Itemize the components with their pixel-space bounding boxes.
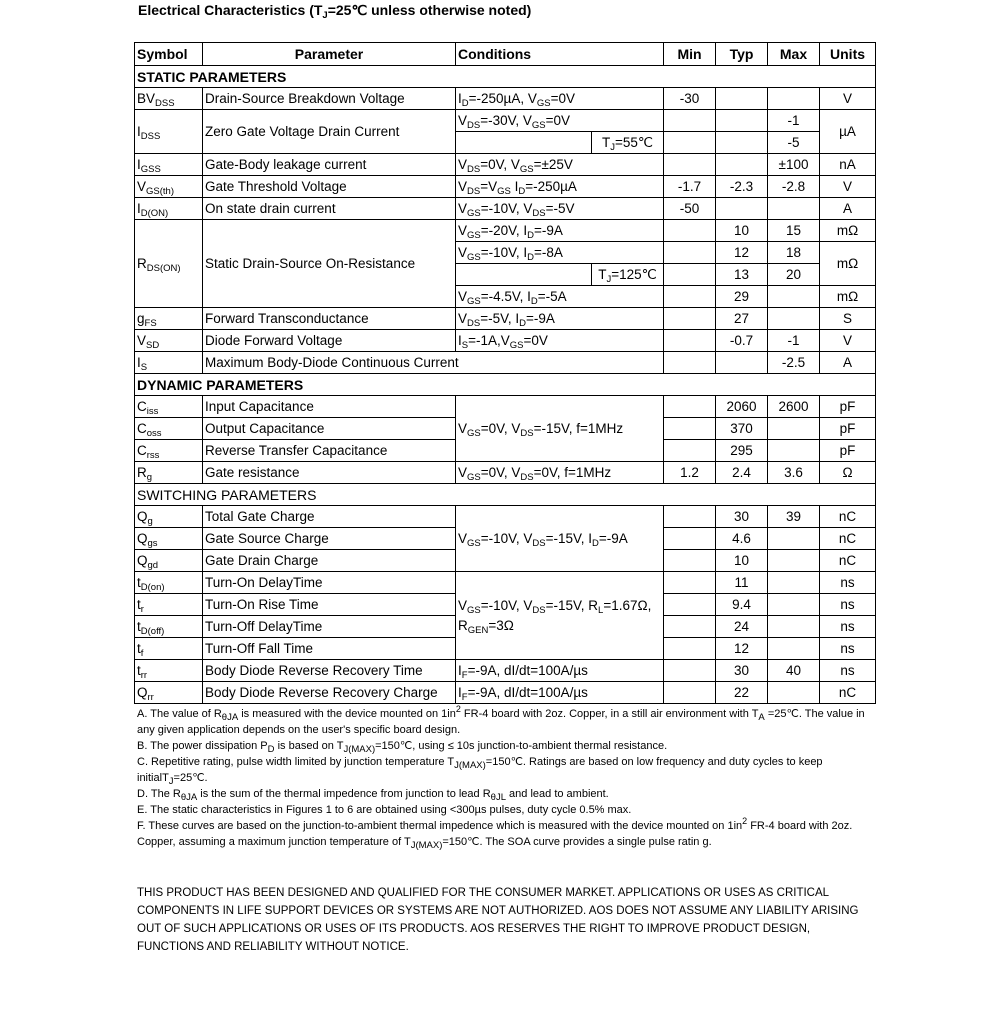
min-cell: -30	[664, 88, 716, 110]
typ-cell: 13	[716, 264, 768, 286]
min-cell	[664, 418, 716, 440]
max-cell: 40	[768, 660, 820, 682]
symbol-cell: $I_{D(ON)}$	[135, 198, 203, 220]
typ-cell	[716, 198, 768, 220]
min-cell	[664, 154, 716, 176]
note-f: F. These curves are based on the junction-to-ambient thermal impedence which is measured with the device mounted on $1in^2$ FR-4 board with 2oz. Copper, assuming a maximum junction temperature of $T_{J(MAX)}=150℃$. The SOA curve provides a single pulse ratin g.	[137, 816, 853, 851]
conditions-cell: $V_{GS}=-10V$, $V_{DS}=-15V$, $R_L=1.67\Omega$, $R_{GEN}=3\Omega$	[456, 572, 664, 660]
max-cell: 2600	[768, 396, 820, 418]
conditions-cell: $V_{DS}=V_{GS}$ $I_D=-250\mu A$	[456, 176, 664, 198]
table-row	[135, 220, 876, 242]
param-cell: Gate Drain Charge	[203, 550, 456, 572]
min-cell	[664, 550, 716, 572]
min-cell	[664, 308, 716, 330]
max-cell: -1	[768, 110, 820, 132]
header-parameter: Parameter	[203, 43, 456, 66]
table-row	[135, 308, 876, 330]
conditions-cell	[456, 132, 592, 154]
min-cell	[664, 506, 716, 528]
disclaimer: THIS PRODUCT HAS BEEN DESIGNED AND QUALIFIED FOR THE CONSUMER MARKET. APPLICATIONS OR USES AS CRITICAL COMPONENTS IN LIFE SUPPORT DEVICES OR SYSTEMS ARE NOT AUTHORIZED. AOS DOES NOT ASSUME ANY LIABILITY ARISING OUT OF SUCH APPLICATIONS OR USES OF ITS PRODUCTS. AOS RESERVES THE RIGHT TO IMPROVE PRODUCT DESIGN, FUNCTIONS AND RELIABILITY WITHOUT NOTICE.	[137, 887, 859, 953]
param-cell: Gate resistance	[203, 462, 456, 484]
conditions-cell: $V_{GS}=-10V$, $V_{DS}=-15V$, $I_D=-9A$	[456, 506, 664, 572]
param-cell: Reverse Transfer Capacitance	[203, 440, 456, 462]
typ-cell: 30	[716, 660, 768, 682]
max-cell	[768, 682, 820, 704]
param-cell: Zero Gate Voltage Drain Current	[203, 110, 456, 154]
units-cell: mΩ	[820, 220, 876, 242]
section-row	[135, 374, 876, 396]
conditions-cell: $V_{DS}=-30V$, $V_{GS}=0V$	[456, 110, 664, 132]
units-cell: nC	[820, 528, 876, 550]
units-cell: V	[820, 176, 876, 198]
symbol-cell: $t_{D(off)}$	[135, 616, 203, 638]
param-cell: Static Drain-Source On-Resistance	[203, 220, 456, 308]
units-cell: nC	[820, 550, 876, 572]
max-cell	[768, 286, 820, 308]
conditions-cell: $V_{GS}=-10V$, $I_D=-8A$	[456, 242, 664, 264]
typ-cell: 29	[716, 286, 768, 308]
electrical-characteristics-table	[134, 42, 876, 704]
units-cell: pF	[820, 440, 876, 462]
typ-cell: 2.4	[716, 462, 768, 484]
max-cell	[768, 308, 820, 330]
conditions-cell: $I_F=-9A$, dI/dt=100A/µs	[456, 660, 664, 682]
param-cell: Gate Threshold Voltage	[203, 176, 456, 198]
units-cell: ns	[820, 660, 876, 682]
param-cell: Gate Source Charge	[203, 528, 456, 550]
table-row	[135, 506, 876, 528]
conditions-cell: $V_{GS}=-20V$, $I_D=-9A$	[456, 220, 664, 242]
note-b: B. The power dissipation $P_D$ is based on $T_{J(MAX)}=150℃$, using ≤ 10s junction-to-ambient thermal resistance.	[137, 740, 668, 755]
typ-cell: 12	[716, 638, 768, 660]
typ-cell: 11	[716, 572, 768, 594]
units-cell: ns	[820, 638, 876, 660]
param-cell: Maximum Body-Diode Continuous Current	[203, 352, 664, 374]
table-row	[135, 154, 876, 176]
min-cell	[664, 264, 716, 286]
table-row	[135, 110, 876, 132]
max-cell	[768, 198, 820, 220]
max-cell	[768, 616, 820, 638]
units-cell: ns	[820, 572, 876, 594]
conditions-cell: $V_{GS}=-4.5V$, $I_D=-5A$	[456, 286, 664, 308]
units-cell: Ω	[820, 462, 876, 484]
conditions-cell: $I_S=-1A,V_{GS}=0V$	[456, 330, 664, 352]
typ-cell	[716, 110, 768, 132]
table-row	[135, 660, 876, 682]
symbol-cell: $t_{rr}$	[135, 660, 203, 682]
typ-cell: -0.7	[716, 330, 768, 352]
note-d: D. The $R_{\theta JA}$ is the sum of the thermal impedence from junction to lead $R_{\theta JL}$ and lead to ambient.	[137, 788, 609, 803]
max-cell: -2.8	[768, 176, 820, 198]
param-cell: Turn-On DelayTime	[203, 572, 456, 594]
symbol-cell: $C_{rss}$	[135, 440, 203, 462]
min-cell: -50	[664, 198, 716, 220]
units-cell: V	[820, 330, 876, 352]
conditions-cell: $V_{GS}=0V$, $V_{DS}=0V$, f=1MHz	[456, 462, 664, 484]
units-cell: mΩ	[820, 242, 876, 286]
min-cell	[664, 682, 716, 704]
typ-cell: 10	[716, 220, 768, 242]
note-c: C. Repetitive rating, pulse width limited by junction temperature $T_{J(MAX)}=150℃$. Ratings are based on low frequency and duty cycles to keep initialT$_J$=25℃.	[137, 756, 823, 787]
header-symbol: Symbol	[135, 43, 203, 66]
max-cell: 39	[768, 506, 820, 528]
section-static: STATIC PARAMETERS	[135, 66, 876, 88]
max-cell: ±100	[768, 154, 820, 176]
header-max: Max	[768, 43, 820, 66]
max-cell: -2.5	[768, 352, 820, 374]
param-cell: Forward Transconductance	[203, 308, 456, 330]
units-cell: µA	[820, 110, 876, 154]
typ-cell: 22	[716, 682, 768, 704]
table-row	[135, 176, 876, 198]
min-cell: -1.7	[664, 176, 716, 198]
units-cell: nC	[820, 682, 876, 704]
symbol-cell: $BV_{DSS}$	[135, 88, 203, 110]
header-typ: Typ	[716, 43, 768, 66]
conditions-temp-cell: $T_J=55℃$	[592, 132, 664, 154]
symbol-cell: $V_{GS(th)}$	[135, 176, 203, 198]
units-cell: V	[820, 88, 876, 110]
units-cell: A	[820, 352, 876, 374]
units-cell: pF	[820, 396, 876, 418]
max-cell: 18	[768, 242, 820, 264]
max-cell: 3.6	[768, 462, 820, 484]
conditions-cell: $V_{GS}=-10V$, $V_{DS}=-5V$	[456, 198, 664, 220]
note-e: E. The static characteristics in Figures 1 to 6 are obtained using <300µs pulses, duty cycle 0.5% max.	[137, 804, 632, 816]
min-cell	[664, 440, 716, 462]
min-cell	[664, 616, 716, 638]
units-cell: pF	[820, 418, 876, 440]
typ-cell: 295	[716, 440, 768, 462]
header-row	[135, 43, 876, 66]
table-row	[135, 682, 876, 704]
symbol-cell: $V_{SD}$	[135, 330, 203, 352]
section-dynamic: DYNAMIC PARAMETERS	[135, 374, 876, 396]
min-cell	[664, 638, 716, 660]
param-cell: Total Gate Charge	[203, 506, 456, 528]
min-cell	[664, 242, 716, 264]
min-cell	[664, 660, 716, 682]
typ-cell: 9.4	[716, 594, 768, 616]
max-cell: -1	[768, 330, 820, 352]
typ-cell: 370	[716, 418, 768, 440]
min-cell	[664, 330, 716, 352]
conditions-cell: $V_{DS}=0V$, $V_{GS}=\pm 25V$	[456, 154, 664, 176]
min-cell	[664, 528, 716, 550]
units-cell: A	[820, 198, 876, 220]
symbol-cell: $Q_{rr}$	[135, 682, 203, 704]
units-cell: ns	[820, 594, 876, 616]
symbol-cell: $g_{FS}$	[135, 308, 203, 330]
page-title: Electrical Characteristics ($T_J=25℃$ unless otherwise noted)	[138, 2, 532, 21]
units-cell: ns	[820, 616, 876, 638]
min-cell	[664, 132, 716, 154]
param-cell: Body Diode Reverse Recovery Time	[203, 660, 456, 682]
table-row	[135, 462, 876, 484]
typ-cell: 27	[716, 308, 768, 330]
param-cell: Gate-Body leakage current	[203, 154, 456, 176]
units-cell: mΩ	[820, 286, 876, 308]
min-cell	[664, 352, 716, 374]
min-cell	[664, 594, 716, 616]
param-cell: Turn-Off DelayTime	[203, 616, 456, 638]
param-cell: Output Capacitance	[203, 418, 456, 440]
param-cell: Input Capacitance	[203, 396, 456, 418]
symbol-cell: $Q_{gs}$	[135, 528, 203, 550]
table-row	[135, 396, 876, 418]
conditions-cell: $I_F=-9A$, dI/dt=100A/µs	[456, 682, 664, 704]
section-switching: SWITCHING PARAMETERS	[135, 484, 876, 506]
symbol-cell: $I_{GSS}$	[135, 154, 203, 176]
section-row	[135, 66, 876, 88]
conditions-cell	[456, 264, 592, 286]
min-cell: 1.2	[664, 462, 716, 484]
units-cell: nC	[820, 506, 876, 528]
max-cell	[768, 418, 820, 440]
max-cell	[768, 88, 820, 110]
max-cell: -5	[768, 132, 820, 154]
symbol-cell: $t_f$	[135, 638, 203, 660]
max-cell: 20	[768, 264, 820, 286]
symbol-cell: $Q_{gd}$	[135, 550, 203, 572]
typ-cell: 10	[716, 550, 768, 572]
max-cell	[768, 528, 820, 550]
param-cell: Body Diode Reverse Recovery Charge	[203, 682, 456, 704]
section-row	[135, 484, 876, 506]
symbol-cell: $C_{iss}$	[135, 396, 203, 418]
min-cell	[664, 286, 716, 308]
symbol-cell: $C_{oss}$	[135, 418, 203, 440]
typ-cell: 30	[716, 506, 768, 528]
param-cell: Turn-Off Fall Time	[203, 638, 456, 660]
typ-cell	[716, 154, 768, 176]
min-cell	[664, 396, 716, 418]
symbol-cell: $Q_g$	[135, 506, 203, 528]
symbol-cell: $R_{DS(ON)}$	[135, 220, 203, 308]
table-row	[135, 352, 876, 374]
typ-cell: 2060	[716, 396, 768, 418]
table-row	[135, 330, 876, 352]
symbol-cell: $I_{DSS}$	[135, 110, 203, 154]
min-cell	[664, 220, 716, 242]
typ-cell: 12	[716, 242, 768, 264]
symbol-cell: $t_r$	[135, 594, 203, 616]
footnotes	[137, 706, 872, 850]
min-cell	[664, 110, 716, 132]
conditions-cell: $I_D=-250\mu A$, $V_{GS}=0V$	[456, 88, 664, 110]
note-a: A. The value of $R_{\theta JA}$ is measured with the device mounted on $1in^2$ FR-4 board with 2oz. Copper, in a still air environment with $T_A$ =25℃. The value in any given application depends on the user's specific board design.	[137, 704, 865, 736]
max-cell	[768, 572, 820, 594]
units-cell: nA	[820, 154, 876, 176]
typ-cell: -2.3	[716, 176, 768, 198]
conditions-temp-cell: $T_J=125℃$	[592, 264, 664, 286]
max-cell: 15	[768, 220, 820, 242]
symbol-cell: $I_S$	[135, 352, 203, 374]
symbol-cell: $R_g$	[135, 462, 203, 484]
conditions-cell: $V_{GS}=0V$, $V_{DS}=-15V$, f=1MHz	[456, 396, 664, 462]
typ-cell: 4.6	[716, 528, 768, 550]
param-cell: Drain-Source Breakdown Voltage	[203, 88, 456, 110]
param-cell: Turn-On Rise Time	[203, 594, 456, 616]
units-cell: S	[820, 308, 876, 330]
table-row	[135, 198, 876, 220]
typ-cell	[716, 88, 768, 110]
conditions-cell: $V_{DS}=-5V$, $I_D=-9A$	[456, 308, 664, 330]
max-cell	[768, 594, 820, 616]
header-min: Min	[664, 43, 716, 66]
typ-cell	[716, 352, 768, 374]
min-cell	[664, 572, 716, 594]
header-units: Units	[820, 43, 876, 66]
param-cell: On state drain current	[203, 198, 456, 220]
max-cell	[768, 550, 820, 572]
symbol-cell: $t_{D(on)}$	[135, 572, 203, 594]
param-cell: Diode Forward Voltage	[203, 330, 456, 352]
typ-cell	[716, 132, 768, 154]
typ-cell: 24	[716, 616, 768, 638]
max-cell	[768, 440, 820, 462]
table-row	[135, 88, 876, 110]
table-row	[135, 572, 876, 594]
header-conditions: Conditions	[456, 43, 664, 66]
max-cell	[768, 638, 820, 660]
